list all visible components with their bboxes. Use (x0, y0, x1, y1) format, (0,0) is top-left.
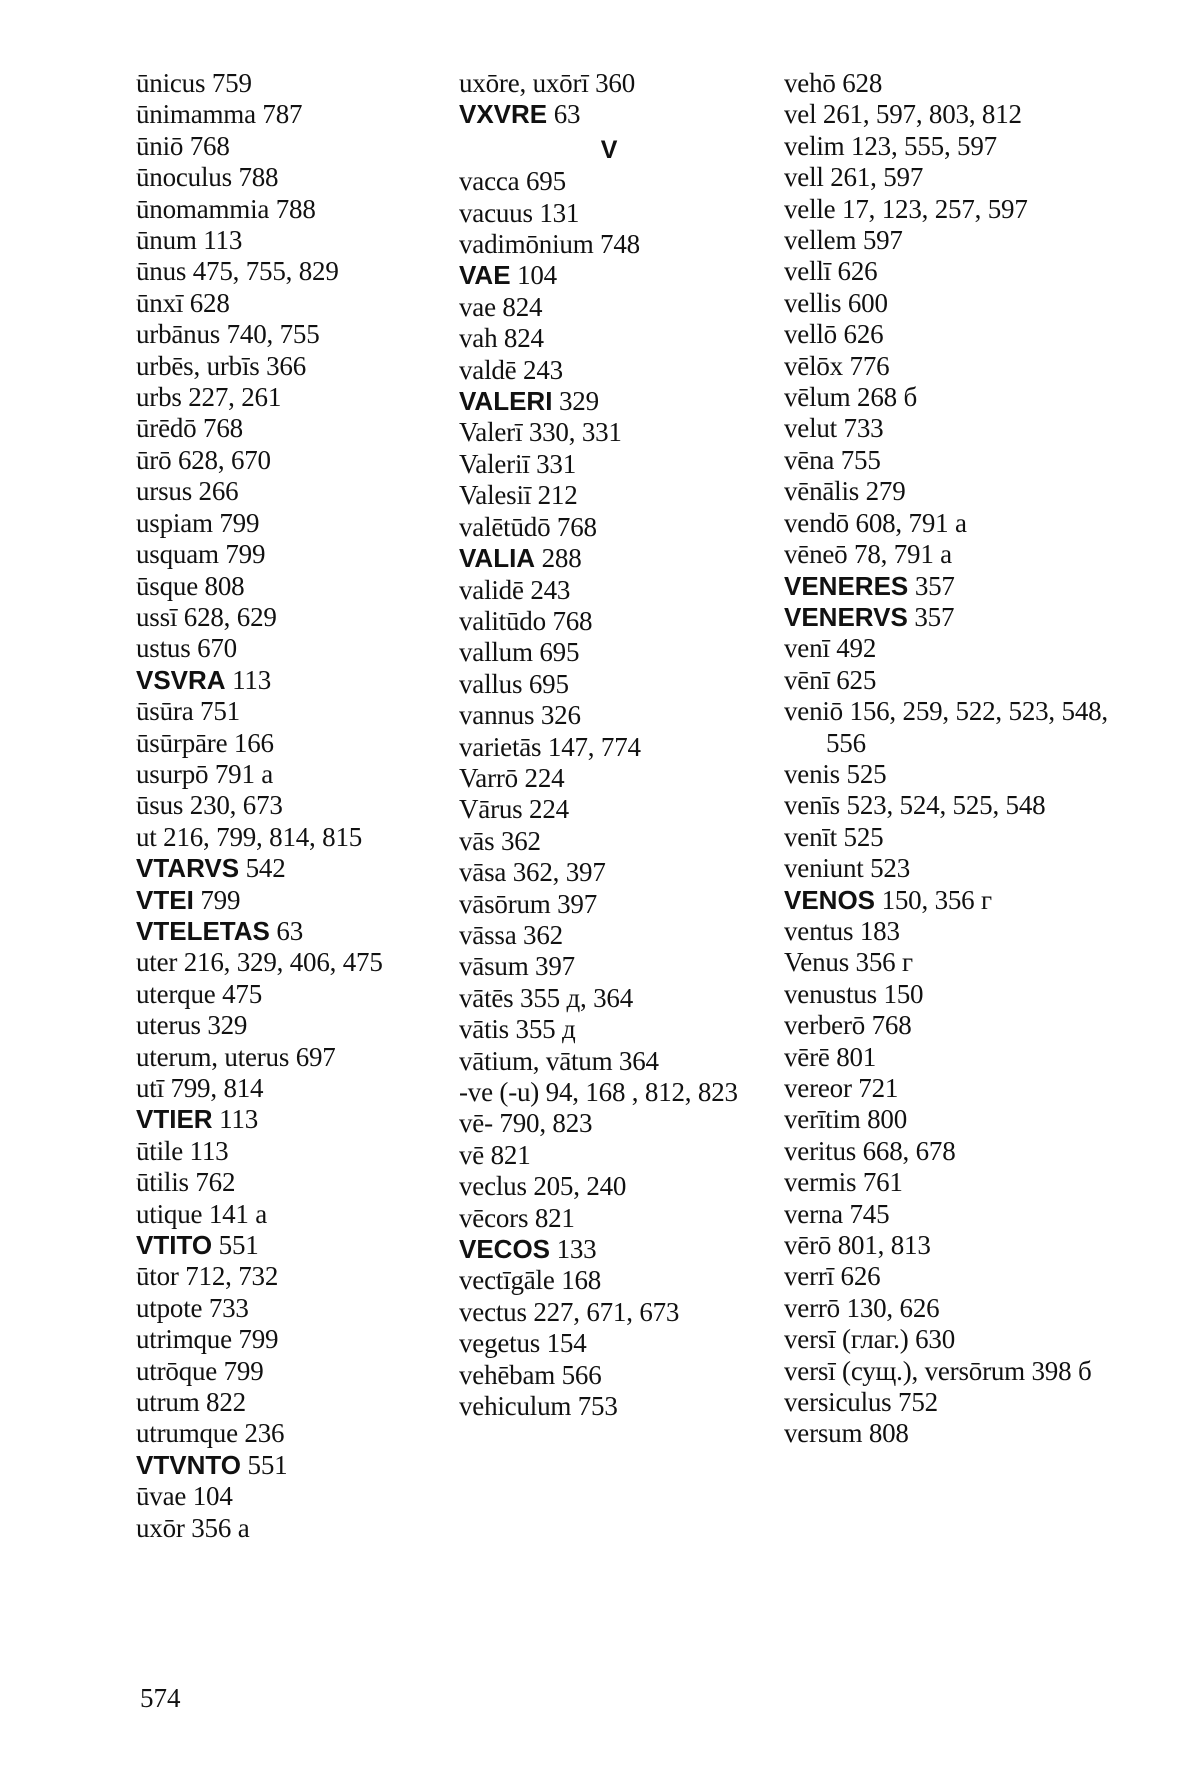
index-entry (136, 1513, 446, 1544)
entry-text: vendō 608, 791 a (784, 507, 967, 538)
index-entry (136, 445, 446, 476)
index-entry (784, 1073, 1114, 1104)
index-entry (136, 508, 446, 539)
index-entry (459, 229, 759, 260)
index-entry (136, 1010, 446, 1041)
entry-text: ūniō 768 (136, 130, 230, 161)
index-entry (459, 1328, 759, 1359)
index-entry (459, 700, 759, 731)
entry-text: verrō 130, 626 (784, 1292, 940, 1323)
inscription-form: VENOS (784, 884, 876, 915)
entry-text: vēneō 78, 791 a (784, 539, 952, 570)
index-entry (784, 539, 1114, 570)
index-entry (136, 99, 446, 130)
index-entry (136, 1324, 446, 1355)
index-entry (459, 480, 759, 511)
index-entry (136, 947, 446, 978)
entry-text: ventus 183 (784, 915, 900, 946)
index-entry (459, 983, 759, 1014)
index-entry (459, 512, 759, 543)
entry-text: ūnum 113 (136, 225, 243, 256)
index-entry (784, 1167, 1114, 1198)
entry-text: 133 (550, 1234, 597, 1265)
index-entry (136, 194, 446, 225)
entry-text: ūvae 104 (136, 1481, 233, 1512)
index-entry (136, 633, 446, 664)
index-entry (459, 166, 759, 197)
entry-text: vannus 326 (459, 700, 581, 731)
index-entry (459, 920, 759, 951)
entry-text: 63 (547, 99, 581, 130)
index-entry (459, 763, 759, 794)
index-entry (784, 1230, 1114, 1261)
entry-text: ūrēdō 768 (136, 413, 243, 444)
index-entry (784, 696, 1114, 759)
entry-text: ustus 670 (136, 633, 237, 664)
index-entry (136, 162, 446, 193)
entry-text: utrōque 799 (136, 1355, 264, 1386)
index-entry (136, 319, 446, 350)
entry-text: vell 261, 597 (784, 162, 924, 193)
entry-text: 63 (269, 915, 304, 946)
entry-text: ūnimamma 787 (136, 99, 303, 130)
entry-text: utique 141 a (136, 1198, 268, 1229)
index-entry (459, 543, 759, 574)
index-entry (459, 1171, 759, 1202)
index-column-1 (136, 68, 446, 1544)
index-entry (784, 413, 1114, 444)
entry-text: vallum 695 (459, 637, 580, 668)
entry-text: venīs 523, 524, 525, 548 (784, 790, 1046, 821)
entry-text: vē- 790, 823 (459, 1108, 593, 1139)
entry-text: vāsa 362, 397 (459, 857, 606, 888)
entry-text: vēlōx 776 (784, 350, 890, 381)
index-entry (459, 889, 759, 920)
entry-text: ūsque 808 (136, 570, 245, 601)
index-entry (136, 68, 446, 99)
index-entry (136, 1136, 446, 1167)
index-entry (459, 826, 759, 857)
entry-text: vēnī 625 (784, 664, 877, 695)
index-entry (136, 476, 446, 507)
entry-text: vāsōrum 397 (459, 888, 598, 919)
index-entry (136, 1261, 446, 1292)
index-entry (784, 476, 1114, 507)
entry-text: validē 243 (459, 574, 571, 605)
index-entry (784, 1293, 1114, 1324)
index-entry (784, 68, 1114, 99)
index-entry (784, 571, 1114, 602)
entry-text: velle 17, 123, 257, 597 (784, 193, 1028, 224)
entry-text: Valeriī 331 (459, 448, 577, 479)
index-entry (136, 1418, 446, 1449)
entry-text: venis 525 (784, 758, 887, 789)
entry-text: -ve (-u) 94, 168 , 812, 823 (459, 1077, 738, 1107)
entry-text: velim 123, 555, 597 (784, 130, 997, 161)
index-entry (136, 1073, 446, 1104)
entry-text: vēnālis 279 (784, 476, 906, 507)
entry-text: 113 (212, 1104, 259, 1135)
entry-text: vē 821 (459, 1139, 531, 1170)
entry-text: 551 (240, 1449, 288, 1480)
entry-text: ūnicus 759 (136, 68, 252, 98)
entry-text: 113 (225, 664, 272, 695)
entry-text: vectīgāle 168 (459, 1265, 602, 1296)
index-entry (136, 1387, 446, 1418)
entry-text: vehō 628 (784, 68, 883, 98)
index-entry (784, 99, 1114, 130)
index-entry (136, 539, 446, 570)
index-entry (136, 602, 446, 633)
entry-text: veniunt 523 (784, 853, 911, 884)
entry-text: uterus 329 (136, 1010, 248, 1041)
index-entry (459, 794, 759, 825)
index-entry (459, 417, 759, 448)
entry-text: venī 492 (784, 633, 877, 664)
inscription-form: VALERI (459, 386, 553, 417)
entry-text: ūsūra 751 (136, 696, 240, 727)
inscription-form: VECOS (459, 1234, 551, 1265)
index-entry (136, 571, 446, 602)
index-entry (136, 979, 446, 1010)
index-entry (459, 732, 759, 763)
index-entry (784, 508, 1114, 539)
index-entry (459, 1046, 759, 1077)
entry-text: valētūdō 768 (459, 511, 597, 542)
index-entry (136, 382, 446, 413)
entry-text: valitūdo 768 (459, 605, 593, 636)
entry-text: 150, 356 г (875, 884, 992, 915)
inscription-form: VENERES (784, 570, 909, 601)
entry-text: Vārus 224 (459, 794, 569, 825)
index-entry (459, 951, 759, 982)
index-entry (459, 1140, 759, 1171)
index-entry (459, 1391, 759, 1422)
entry-text: uterque 475 (136, 978, 263, 1009)
index-entry (136, 696, 446, 727)
entry-text: verna 745 (784, 1198, 890, 1229)
entry-text: venustus 150 (784, 978, 924, 1009)
index-entry (136, 853, 446, 884)
index-entry (784, 1199, 1114, 1230)
index-entry (784, 979, 1114, 1010)
entry-text: verrī 626 (784, 1261, 881, 1292)
index-entry (784, 351, 1114, 382)
index-entry (784, 162, 1114, 193)
entry-text: 288 (535, 543, 582, 574)
index-entry (784, 947, 1114, 978)
index-entry (784, 131, 1114, 162)
entry-text: versī (сущ.), versōrum 398 б (784, 1355, 1092, 1386)
entry-text: 357 (908, 570, 955, 601)
entry-text: ursus 266 (136, 476, 239, 507)
entry-text: vereor 721 (784, 1073, 899, 1103)
index-entry (136, 1450, 446, 1481)
index-entry (784, 1042, 1114, 1073)
entry-text: utrum 822 (136, 1387, 246, 1418)
entry-text: vās 362 (459, 825, 541, 856)
index-entry (459, 1077, 759, 1108)
entry-text: vel 261, 597, 803, 812 (784, 99, 1022, 130)
entry-text: vātis 355 д (459, 1014, 576, 1045)
inscription-form: VXVRE (459, 99, 548, 130)
index-entry (459, 606, 759, 637)
entry-text: utī 799, 814 (136, 1073, 264, 1103)
index-entry (459, 323, 759, 354)
entry-text: veclus 205, 240 (459, 1171, 627, 1202)
entry-text: venīt 525 (784, 821, 884, 852)
entry-text: uterum, uterus 697 (136, 1041, 336, 1072)
entry-text: vectus 227, 671, 673 (459, 1296, 680, 1327)
index-entry (136, 822, 446, 853)
entry-text: 799 (193, 884, 241, 915)
index-entry (784, 1356, 1114, 1387)
inscription-form: VAE (459, 260, 511, 291)
entry-text: vacca 695 (459, 166, 566, 197)
entry-text: Venus 356 г (784, 947, 913, 978)
index-entry (136, 1356, 446, 1387)
index-entry (784, 665, 1114, 696)
index-entry (136, 256, 446, 287)
index-entry (459, 1234, 759, 1265)
entry-text: vellō 626 (784, 319, 884, 350)
index-entry (784, 445, 1114, 476)
index-entry (784, 1136, 1114, 1167)
entry-text: versī (глаг.) 630 (784, 1324, 956, 1355)
entry-text: ūsūrpāre 166 (136, 727, 274, 758)
index-entry (136, 1167, 446, 1198)
entry-text: vegetus 154 (459, 1328, 587, 1359)
inscription-form: VSVRA (136, 664, 226, 695)
entry-text: ut 216, 799, 814, 815 (136, 821, 363, 852)
entry-text: verberō 768 (784, 1010, 912, 1041)
inscription-form: VTIER (136, 1104, 213, 1135)
entry-text: urbs 227, 261 (136, 382, 282, 413)
page-number: 574 (140, 1683, 181, 1713)
entry-text: uxōr 356 a (136, 1512, 250, 1543)
entry-text: ūtile 113 (136, 1135, 229, 1166)
index-column-3 (784, 68, 1114, 1450)
index-entry (784, 1261, 1114, 1292)
index-entry (784, 633, 1114, 664)
index-entry (136, 916, 446, 947)
index-entry (784, 790, 1114, 821)
index-entry (459, 1360, 759, 1391)
entry-text: 357 (907, 601, 955, 632)
entry-text: vallus 695 (459, 668, 569, 699)
index-entry (459, 386, 759, 417)
entry-text: vēna 755 (784, 444, 881, 475)
index-column-2 (459, 68, 759, 1422)
entry-text: veritus 668, 678 (784, 1135, 956, 1166)
entry-text: uxōre, uxōrī 360 (459, 68, 636, 98)
entry-text: versiculus 752 (784, 1387, 938, 1418)
index-entry (784, 194, 1114, 225)
entry-text: vermis 761 (784, 1167, 903, 1198)
entry-text: vāsum 397 (459, 951, 575, 982)
entry-text: ūtor 712, 732 (136, 1261, 279, 1292)
entry-text: ūnomammia 788 (136, 193, 316, 224)
entry-text: valdē 243 (459, 354, 563, 385)
entry-text: vellī 626 (784, 256, 878, 287)
entry-text: urbēs, urbīs 366 (136, 350, 307, 381)
entry-text: vērē 801 (784, 1041, 877, 1072)
index-entry (459, 99, 759, 130)
entry-text: vēlum 268 б (784, 382, 918, 413)
entry-text: vehēbam 566 (459, 1359, 602, 1390)
entry-text: utrimque 799 (136, 1324, 279, 1355)
entry-text: vellem 597 (784, 225, 903, 256)
entry-text: 104 (510, 260, 557, 291)
index-entry (459, 857, 759, 888)
index-entry (136, 790, 446, 821)
index-entry (784, 916, 1114, 947)
index-entry (459, 1108, 759, 1139)
index-entry (459, 1265, 759, 1296)
index-entry (136, 1230, 446, 1261)
entry-text: vāssa 362 (459, 919, 563, 950)
section-letter-heading: V (600, 135, 618, 164)
entry-text: usquam 799 (136, 539, 266, 570)
index-entry (136, 288, 446, 319)
entry-text: ūtilis 762 (136, 1167, 236, 1198)
entry-text: utrumque 236 (136, 1418, 285, 1449)
index-entry (784, 288, 1114, 319)
entry-text: vadimōnium 748 (459, 229, 640, 260)
inscription-form: VTEI (136, 884, 194, 915)
index-entry (136, 1293, 446, 1324)
index-entry (784, 1010, 1114, 1041)
index-entry (136, 885, 446, 916)
entry-text: vērō 801, 813 (784, 1230, 931, 1261)
index-entry (136, 1104, 446, 1135)
index-entry (784, 1324, 1114, 1355)
index-entry (784, 319, 1114, 350)
index-entry (784, 822, 1114, 853)
index-entry (459, 449, 759, 480)
index-entry (784, 602, 1114, 633)
entry-text: velut 733 (784, 413, 884, 444)
index-entry (136, 1481, 446, 1512)
inscription-form: VTVNTO (136, 1449, 241, 1480)
inscription-form: VALIA (459, 543, 536, 574)
inscription-form: VENERVS (784, 601, 908, 632)
entry-text: vehiculum 753 (459, 1391, 618, 1422)
entry-text: Valerī 330, 331 (459, 417, 622, 448)
index-entry (459, 292, 759, 323)
index-entry (459, 355, 759, 386)
index-entry (784, 256, 1114, 287)
index-entry (136, 225, 446, 256)
index-entry (459, 575, 759, 606)
entry-text: vēcors 821 (459, 1202, 575, 1233)
index-entry (784, 1104, 1114, 1135)
entry-text: ūsus 230, 673 (136, 790, 283, 821)
index-entry (784, 885, 1114, 916)
entry-text: 542 (239, 853, 286, 884)
entry-text: vellis 600 (784, 287, 888, 318)
index-entry (136, 351, 446, 382)
index-entry (459, 1297, 759, 1328)
index-entry (136, 759, 446, 790)
entry-text: ūnxī 628 (136, 287, 230, 318)
entry-text: ūrō 628, 670 (136, 444, 271, 475)
entry-text: uspiam 799 (136, 507, 260, 538)
index-entry (784, 1387, 1114, 1418)
index-entry (784, 382, 1114, 413)
index-entry (459, 1014, 759, 1045)
entry-text: Valesiī 212 (459, 480, 578, 511)
index-entry (136, 1042, 446, 1073)
entry-text: versum 808 (784, 1418, 909, 1449)
index-entry (784, 225, 1114, 256)
entry-text: vae 824 (459, 291, 543, 322)
inscription-form: VTITO (136, 1230, 213, 1261)
entry-text: verītim 800 (784, 1104, 908, 1135)
entry-text: vātium, vātum 364 (459, 1045, 659, 1076)
entry-text: vātēs 355 д, 364 (459, 982, 634, 1013)
entry-text: 329 (552, 386, 599, 417)
index-entry (784, 853, 1114, 884)
inscription-form: VTARVS (136, 853, 240, 884)
index-entry (136, 665, 446, 696)
index-entry (459, 669, 759, 700)
index-entry (784, 759, 1114, 790)
index-entry (459, 198, 759, 229)
index-entry (136, 728, 446, 759)
entry-text: veniō 156, 259, 522, 523, 548, 556 (784, 696, 1108, 758)
entry-text: vacuus 131 (459, 197, 580, 228)
index-entry (459, 260, 759, 291)
index-entry (459, 1203, 759, 1234)
index-entry (459, 68, 759, 99)
index-entry (136, 413, 446, 444)
entry-text: ussī 628, 629 (136, 601, 277, 632)
index-entry (136, 131, 446, 162)
entry-text: 551 (212, 1230, 259, 1261)
entry-text: ūnus 475, 755, 829 (136, 256, 339, 287)
entry-text: ūnoculus 788 (136, 162, 279, 193)
entry-text: varietās 147, 774 (459, 731, 641, 762)
index-entry (784, 1418, 1114, 1449)
entry-text: urbānus 740, 755 (136, 319, 320, 350)
entry-text: Varrō 224 (459, 762, 565, 793)
entry-text: usurpō 791 a (136, 758, 274, 789)
index-entry (136, 1199, 446, 1230)
entry-text: uter 216, 329, 406, 475 (136, 947, 383, 978)
index-entry (459, 637, 759, 668)
entry-text: utpote 733 (136, 1292, 249, 1323)
entry-text: vah 824 (459, 323, 544, 354)
inscription-form: VTELETAS (136, 915, 270, 946)
